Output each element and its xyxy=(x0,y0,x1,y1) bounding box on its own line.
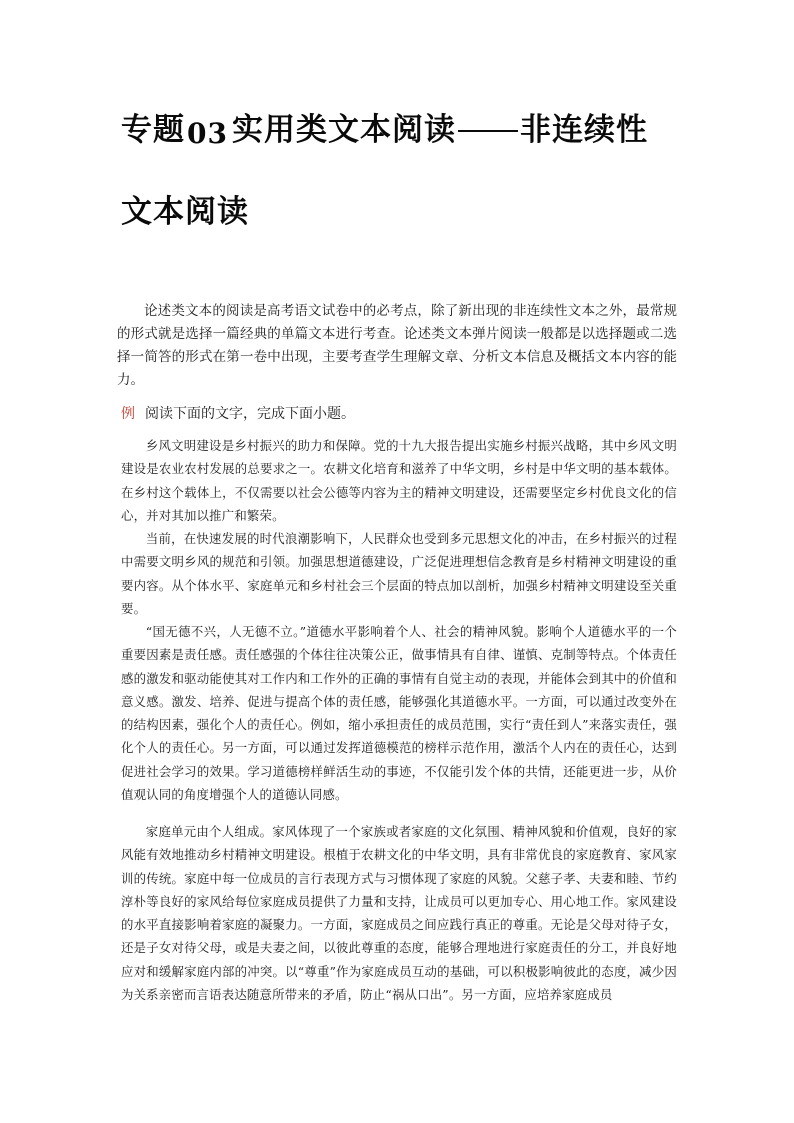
passage-paragraph-3: “国无德不兴，人无德不立。”道德水平影响着个人、社会的精神风貌。影响个人道德水平的一个重要因素是责任感。责任感强的个体往往决策公正，做事情具有自律、谨慎、克制等特点。个体责任感的激发和驱动能使其对工作内和工作外的正确的事情有自觉主动的表现，并能体会到其中的价值和意义感。激发、培养、促进与提高个体的责任感，能够强化其道德水平。一方面，可以通过改变外在的结构因素，强化个人的责任心。例如，缩小承担责任的成员范围，实行“责任到人”来落实责任，强化个人的责任心。另一方面，可以通过发挥道德模范的榜样示范作用，激活个人内在的责任心，达到促进社会学习的效果。学习道德榜样鲜活生动的事迹，不仅能引发个体的共情，还能更进一步，从价值观认同的角度增强个人的道德认同感。 xyxy=(121,624,677,803)
page-title-line-2: 文本阅读 xyxy=(121,194,249,230)
title-prefix: 专题 xyxy=(121,112,185,148)
passage-paragraph-1: 乡风文明建设是乡村振兴的助力和保障。党的十九大报告提出实施乡村振兴战略，其中乡风文明建设是农业农村发展的总要求之一。农耕文化培育和滋养了中华文明，乡村是中华文明的基本载体。在乡村这个载体上，不仅需要以社会公德等内容为主的精神文明建设，还需要坚定乡村优良文化的信心，并对其加以推广和繁荣。 xyxy=(121,438,677,523)
passage-paragraph-2: 当前，在快速发展的时代浪潮影响下，人民群众也受到多元思想文化的冲击，在乡村振兴的过程中需要文明乡风的规范和引领。加强思想道德建设，广泛促进理想信念教育是乡村精神文明建设的重要内容。从个体水平、家庭单元和乡村社会三个层面的特点加以剖析，加强乡村精神文明建设至关重要。 xyxy=(121,531,677,616)
page-title-line-1 xyxy=(121,104,681,150)
example-prompt xyxy=(121,403,355,423)
intro-paragraph: 论述类文本的阅读是高考语文试卷中的必考点，除了新出现的非连续性文本之外，最常规的形式就是选择一篇经典的单篇文本进行考查。论述类文本弹片阅读一般都是以选择题或二选择一简答的形式在第一卷中出现，主要考查学生理解文章、分析文本信息及概括文本内容的能力。 xyxy=(117,303,677,388)
title-suffix: 非连续性 xyxy=(519,112,648,148)
title-number: 03 xyxy=(187,117,228,150)
passage-paragraph-4: 家庭单元由个人组成。家风体现了一个家族或者家庭的文化氛围、精神风貌和价值观，良好的家风能有效地推动乡村精神文明建设。根植于农耕文化的中华文明，具有非常优良的家庭教育、家风家训的传统。家庭中每一位成员的言行表现方式与习惯体现了家庭的风貌。父慈子孝、夫妻和睦、节约淳朴等良好的家风给每位家庭成员提供了力量和支持，让成员可以更加专心、用心地工作。家风建设的水平直接影响着家庭的凝聚力。一方面，家庭成员之间应践行真正的尊重。无论是父母对待子女，还是子女对待父母，或是夫妻之间，以彼此尊重的态度，能够合理地进行家庭责任的分工，并良好地应对和缓解家庭内部的冲突。以“尊重”作为家庭成员互动的基础，可以积极影响彼此的态度，减少因为关系亲密而言语表达随意所带来的矛盾，防止“祸从口出”。另一方面，应培养家庭成员 xyxy=(121,824,677,1003)
title-main: 实用类文本阅读 xyxy=(231,112,456,148)
title-dash-divider xyxy=(458,130,518,132)
example-instruction: 阅读下面的文字，完成下面小题。 xyxy=(145,406,355,422)
example-tag: 例 xyxy=(121,406,135,422)
